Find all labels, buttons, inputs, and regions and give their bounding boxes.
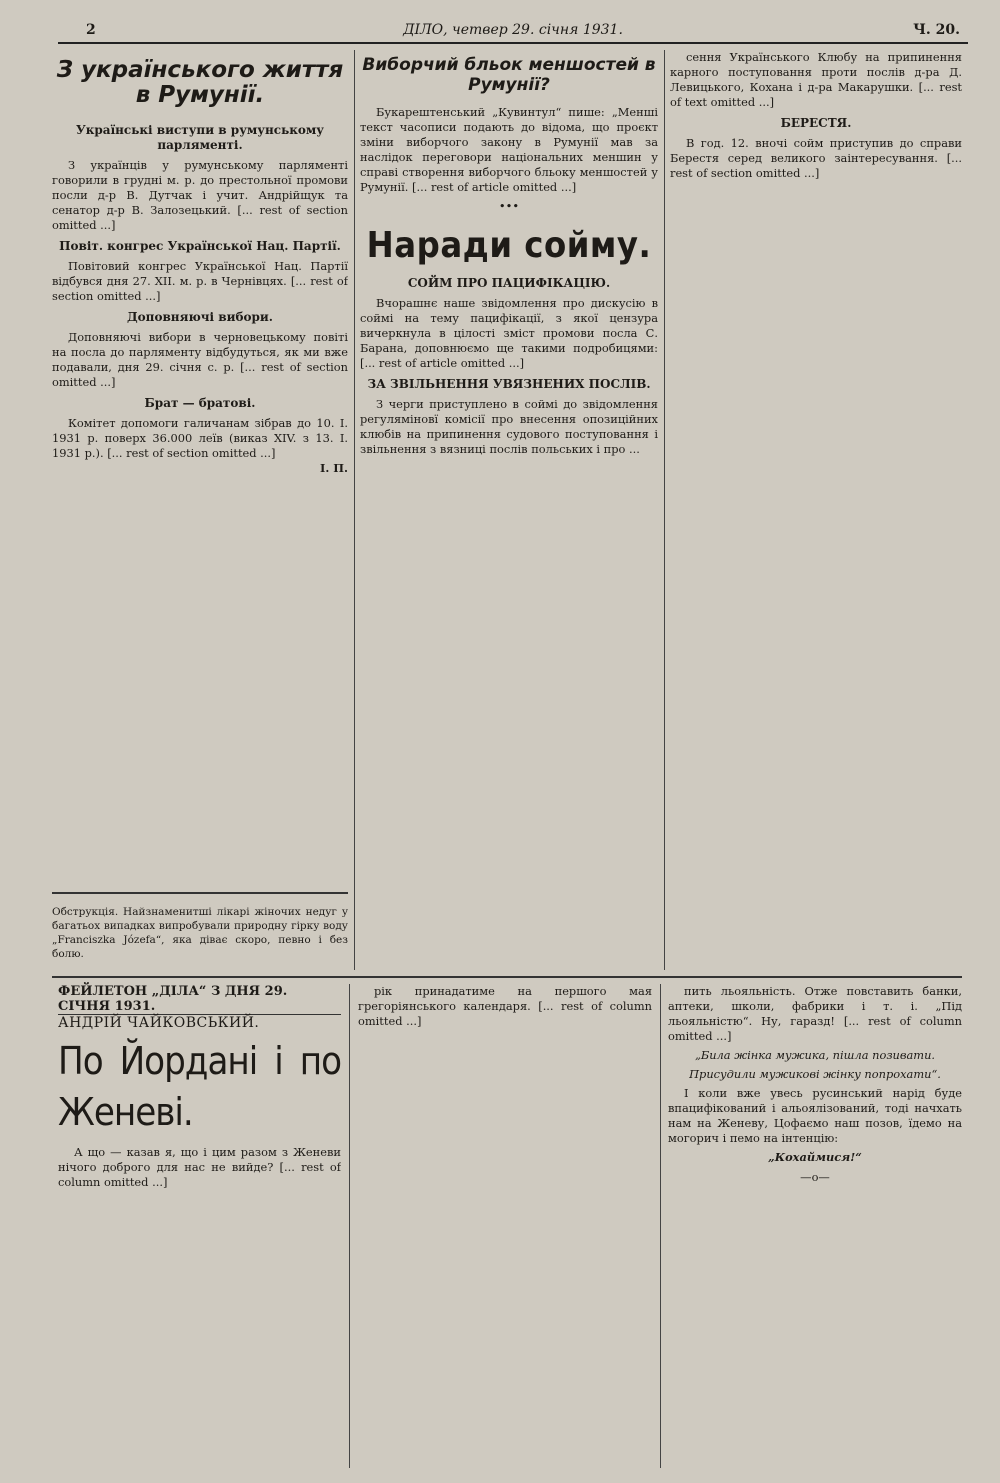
paragraph: сення Українського Клюбу на припинення карного поступовання проти послів д-ра Д. Левицького, Кохана і д-ра Макарушки. [... rest of text omitted ...] [670, 50, 962, 110]
feuilleton-divider [52, 976, 962, 978]
column-divider [664, 50, 665, 970]
column-divider [660, 984, 661, 1468]
section-heading: Українські виступи в румунському парляменті. [76, 122, 324, 153]
section-heading: Брат — братові. [144, 396, 256, 411]
column-romania [52, 50, 348, 890]
paragraph: В год. 12. вночі сойм приступив до справи Берестя серед великого заінтересування. [... rest of section omitted ...] [670, 136, 962, 181]
column-divider [349, 984, 350, 1468]
paragraph: Повітовий конгрес Української Нац. Партії відбувся дня 27. XII. м. р. в Чернівцях. [... rest of section omitted ...] [52, 259, 348, 304]
paragraph: З українців у румунському парляменті говорили в грудні м. р. до престольної промови посли д-р В. Дутчак і учит. Андрійщук та сенатор д-р В. Залозецький. [... rest of section omitted ...] [52, 158, 348, 233]
section-heading: Доповняючі вибори. [127, 310, 273, 325]
feuilleton-column-1 [58, 1006, 341, 1468]
column-sejm [360, 50, 658, 970]
section-heading: БЕРЕСТЯ. [780, 116, 852, 131]
page-number: 2 [86, 22, 96, 38]
feuilleton-column-3 [668, 984, 962, 1468]
paragraph: А що — казав я, що і цим разом з Женеви нічого доброго для нас не вийде? [... rest of column omitted ...] [58, 1144, 341, 1189]
paragraph: Комітет допомоги галичанам зібрав до 10. І. 1931 р. поверх 36.000 леїв (виказ XIV. з 13. І. 1931 р.). [... rest of section omitted ...] [52, 416, 348, 461]
separator: ••• [498, 199, 520, 214]
feuilleton-author: АНДРІЙ ЧАЙКОВСЬКИЙ. [58, 1015, 260, 1031]
signature: І. П. [320, 461, 348, 476]
paragraph: І коли вже увесь русинський нарід буде впацифікований і альоялізований, тоді начхать нам на Женеву, Цофаємо наш позов, їдемо на могорич і пемо на інтенцію: [668, 1086, 962, 1146]
feuilleton-title: По Йордані і по Женеві. [58, 1039, 341, 1134]
advertisement: Обструкція. Найзнаменитші лікарі жіночих недуг у багатьох випадках випробували природну гірку воду „Franciszka Józefa“, яка діває скоро, певно і без болю. [52, 906, 348, 960]
poem-line: Присудили мужикові жінку попрохати“. [689, 1067, 941, 1082]
closing-mark: —о— [800, 1169, 830, 1184]
poem-line: „Била жінка мужика, пішла позивати. [694, 1048, 936, 1063]
feuilleton-column-2 [358, 984, 652, 1468]
paragraph: Доповняючі вибори в черновецькому повіті на посла до парляменту відбудуться, як ми вже подавали, дня 29. січня с. р. [... rest of section omitted ...] [52, 330, 348, 390]
issue-number: Ч. 20. [913, 22, 960, 38]
masthead-title: ДІЛО, четвер 29. січня 1931. [403, 22, 623, 38]
romania-sections [52, 123, 348, 462]
paragraph: Вчорашнє наше звідомлення про дискусію в соймі на тему пацифікації, з якої цензура вичеркнула в цілості зміст промови посла С. Барана, доповнюємо ще такими подробицями: [... rest of article omitted ...] [360, 295, 658, 370]
column-divider [354, 50, 355, 970]
article-title-bloc: Виборчий бльок меншостей в Румунії? [362, 55, 656, 95]
masthead [58, 20, 968, 44]
section-heading: СОЙМ ПРО ПАЦИФІКАЦІЮ. [407, 275, 611, 290]
section-heading: ЗА ЗВІЛЬНЕННЯ УВЯЗНЕНИХ ПОСЛІВ. [367, 377, 651, 391]
article-title-romania: З українського життя в Румунії. [56, 57, 344, 109]
section-heading: Повіт. конгрес Української Нац. Партії. [59, 239, 341, 254]
article-title-sejm: Наради сойму. [366, 225, 652, 267]
closing-line: „Кохаймися!“ [768, 1150, 862, 1165]
paragraph: пить льояльність. Отже повставить банки, аптеки, школи, фабрики і т. і. „Під льояльністю“. Ну, гаразд! [... rest of column omitted ...] [668, 984, 962, 1044]
column-sejm-continued [670, 50, 962, 970]
paragraph: З черги приступлено в соймі до звідомлення регуляміновї комісії про внесення опозиційних клюбів на припинення судового поступовання і звільнення з вязниці послів польських і про ... [360, 396, 658, 456]
paragraph: Букарештенський „Кувинтул“ пише: „Менші текст часописи подають до відома, що проєкт зміни виборчого закону в Румунії мав за наслідок переговори національних меншин у справі створення виборчого бльоку меншостей у Румунії. [... rest of article omitted ...] [360, 105, 658, 195]
paragraph: рік принадатиме на першого мая грегоріянського календаря. [... rest of column omitted ...] [358, 984, 652, 1029]
ad-divider [52, 892, 348, 894]
feuilleton-header: ФЕЙЛЕТОН „ДІЛА“ З ДНЯ 29. СІЧНЯ 1931. [58, 984, 341, 1015]
